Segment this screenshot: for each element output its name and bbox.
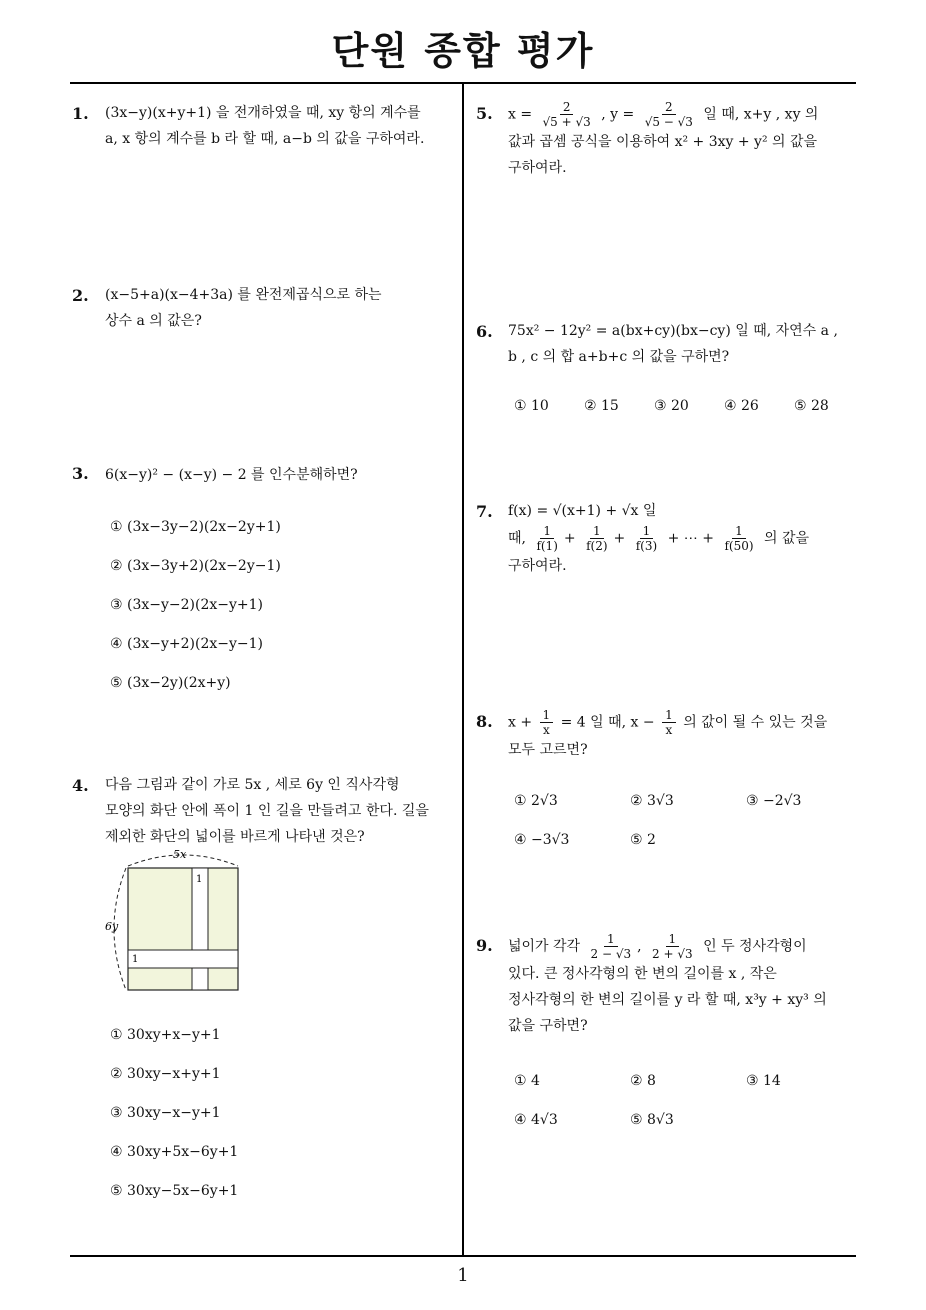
q8-option-5[interactable]: ⑤ 2 bbox=[630, 832, 656, 848]
question-5-line-1: x = $\frac{2}{√5 + √3}$ , y = $\frac{2}{√5 - √3}$ 일 때, x+y , xy 의 bbox=[508, 100, 819, 129]
question-9-line-4: 값을 구하면? bbox=[508, 1018, 588, 1034]
q6-option-5[interactable]: ⑤ 28 bbox=[794, 398, 829, 414]
q3-option-5[interactable]: ⑤ (3x−2y)(2x+y) bbox=[110, 675, 231, 691]
q8-option-2[interactable]: ② 3√3 bbox=[630, 793, 674, 809]
question-7-line-2: 때, $\frac{1}{f(1)}$ + $\frac{1}{f(2)}$ + $\frac{1}{f(3)}$ + ⋯ + $\frac{1}{f(50)}$ 의 값을 bbox=[508, 524, 810, 553]
question-8-line-2: 모두 고르면? bbox=[508, 742, 588, 758]
question-8 bbox=[508, 708, 858, 763]
question-3-number: 3. bbox=[72, 464, 89, 483]
q3-option-4[interactable]: ④ (3x−y+2)(2x−y−1) bbox=[110, 636, 264, 652]
question-6-line-2: b , c 의 합 a+b+c 의 값을 구하면? bbox=[508, 349, 730, 365]
q3-option-1[interactable]: ① (3x−3y−2)(2x−2y+1) bbox=[110, 519, 281, 535]
y-fraction: $\frac{2}{√5 - √3}$ bbox=[644, 100, 693, 129]
question-1 bbox=[105, 100, 424, 152]
q9-option-5[interactable]: ⑤ 8√3 bbox=[630, 1112, 674, 1128]
question-2-line-2: 상수 a 의 값은? bbox=[105, 313, 202, 329]
garden-rect bbox=[128, 868, 238, 990]
q4-option-1[interactable]: ① 30xy+x−y+1 bbox=[110, 1027, 221, 1043]
bottom-rule bbox=[70, 1255, 856, 1257]
vertical-path bbox=[192, 868, 208, 990]
question-6-number: 6. bbox=[476, 322, 493, 341]
page-number: 1 bbox=[457, 1265, 469, 1286]
question-7-line-1: f(x) = √(x+1) + √x 일 bbox=[508, 503, 657, 519]
question-4 bbox=[105, 772, 429, 850]
q8-option-4[interactable]: ④ −3√3 bbox=[514, 832, 570, 848]
q4-option-4[interactable]: ④ 30xy+5x−6y+1 bbox=[110, 1144, 239, 1160]
q8-option-1[interactable]: ① 2√3 bbox=[514, 793, 558, 809]
question-9 bbox=[508, 932, 858, 1039]
q9-option-3[interactable]: ③ 14 bbox=[746, 1073, 781, 1089]
question-5 bbox=[508, 100, 858, 181]
q4-option-2[interactable]: ② 30xy−x+y+1 bbox=[110, 1066, 221, 1082]
question-9-line-1: 넓이가 각각 $\frac{1}{2 - √3}$ , $\frac{1}{2 + √3}$ 인 두 정사각형이 bbox=[508, 932, 807, 961]
question-4-line-2: 모양의 화단 안에 폭이 1 인 길을 만들려고 한다. 길을 bbox=[105, 803, 429, 819]
question-4-line-3: 제외한 화단의 넓이를 바르게 나타낸 것은? bbox=[105, 829, 365, 845]
question-5-line-3: 구하여라. bbox=[508, 160, 567, 176]
q6-option-2[interactable]: ② 15 bbox=[584, 398, 619, 414]
question-2-line-1: (x−5+a)(x−4+3a) 를 완전제곱식으로 하는 bbox=[105, 287, 382, 303]
q4-option-5[interactable]: ⑤ 30xy−5x−6y+1 bbox=[110, 1183, 239, 1199]
question-8-number: 8. bbox=[476, 712, 493, 731]
path-width-label-2: 1 bbox=[132, 954, 139, 965]
question-3 bbox=[105, 462, 358, 488]
q3-option-3[interactable]: ③ (3x−y−2)(2x−y+1) bbox=[110, 597, 264, 613]
q6-option-3[interactable]: ③ 20 bbox=[654, 398, 689, 414]
path-crossing bbox=[193, 951, 207, 967]
question-7-number: 7. bbox=[476, 502, 493, 521]
q9-option-4[interactable]: ④ 4√3 bbox=[514, 1112, 558, 1128]
q9-option-2[interactable]: ② 8 bbox=[630, 1073, 656, 1089]
question-5-number: 5. bbox=[476, 104, 493, 123]
question-8-line-1: x + $\frac{1}{x}$ = 4 일 때, x − $\frac{1}{x}$ 의 값이 될 수 있는 것을 bbox=[508, 708, 828, 737]
horizontal-path bbox=[128, 950, 238, 968]
q6-option-4[interactable]: ④ 26 bbox=[724, 398, 759, 414]
question-9-number: 9. bbox=[476, 936, 493, 955]
question-4-number: 4. bbox=[72, 776, 89, 795]
question-9-line-2: 있다. 큰 정사각형의 한 변의 길이를 x , 작은 bbox=[508, 966, 777, 982]
height-label: 6y bbox=[105, 920, 119, 933]
question-1-line-1: (3x−y)(x+y+1) 을 전개하였을 때, xy 항의 계수를 bbox=[105, 105, 421, 121]
q9-option-1[interactable]: ① 4 bbox=[514, 1073, 540, 1089]
path-width-label-1: 1 bbox=[196, 874, 203, 885]
q3-option-2[interactable]: ② (3x−3y+2)(2x−2y−1) bbox=[110, 558, 281, 574]
question-6 bbox=[508, 318, 858, 370]
garden-figure bbox=[100, 842, 250, 1002]
x-fraction: $\frac{2}{√5 + √3}$ bbox=[542, 100, 591, 129]
question-7 bbox=[508, 498, 858, 579]
q4-option-3[interactable]: ③ 30xy−x−y+1 bbox=[110, 1105, 221, 1121]
column-divider bbox=[462, 84, 464, 1256]
question-1-line-2: a, x 항의 계수를 b 라 할 때, a−b 의 값을 구하여라. bbox=[105, 131, 425, 147]
question-9-line-3: 정사각형의 한 변의 길이를 y 라 할 때, x³y + xy³ 의 bbox=[508, 992, 827, 1008]
question-4-line-1: 다음 그림과 같이 가로 5x , 세로 6y 인 직사각형 bbox=[105, 777, 400, 793]
q6-option-1[interactable]: ① 10 bbox=[514, 398, 549, 414]
page-title: 단원 종합 평가 bbox=[331, 29, 595, 73]
question-2-number: 2. bbox=[72, 286, 89, 305]
q8-option-3[interactable]: ③ −2√3 bbox=[746, 793, 802, 809]
question-7-line-3: 구하여라. bbox=[508, 558, 567, 574]
question-6-line-1: 75x² − 12y² = a(bx+cy)(bx−cy) 일 때, 자연수 a , bbox=[508, 323, 838, 339]
question-1-number: 1. bbox=[72, 104, 89, 123]
question-2 bbox=[105, 282, 382, 334]
question-5-line-2: 값과 곱셈 공식을 이용하여 x² + 3xy + y² 의 값을 bbox=[508, 134, 818, 150]
question-3-line-1: 6(x−y)² − (x−y) − 2 를 인수분해하면? bbox=[105, 467, 358, 483]
width-label: 5x bbox=[173, 848, 187, 861]
